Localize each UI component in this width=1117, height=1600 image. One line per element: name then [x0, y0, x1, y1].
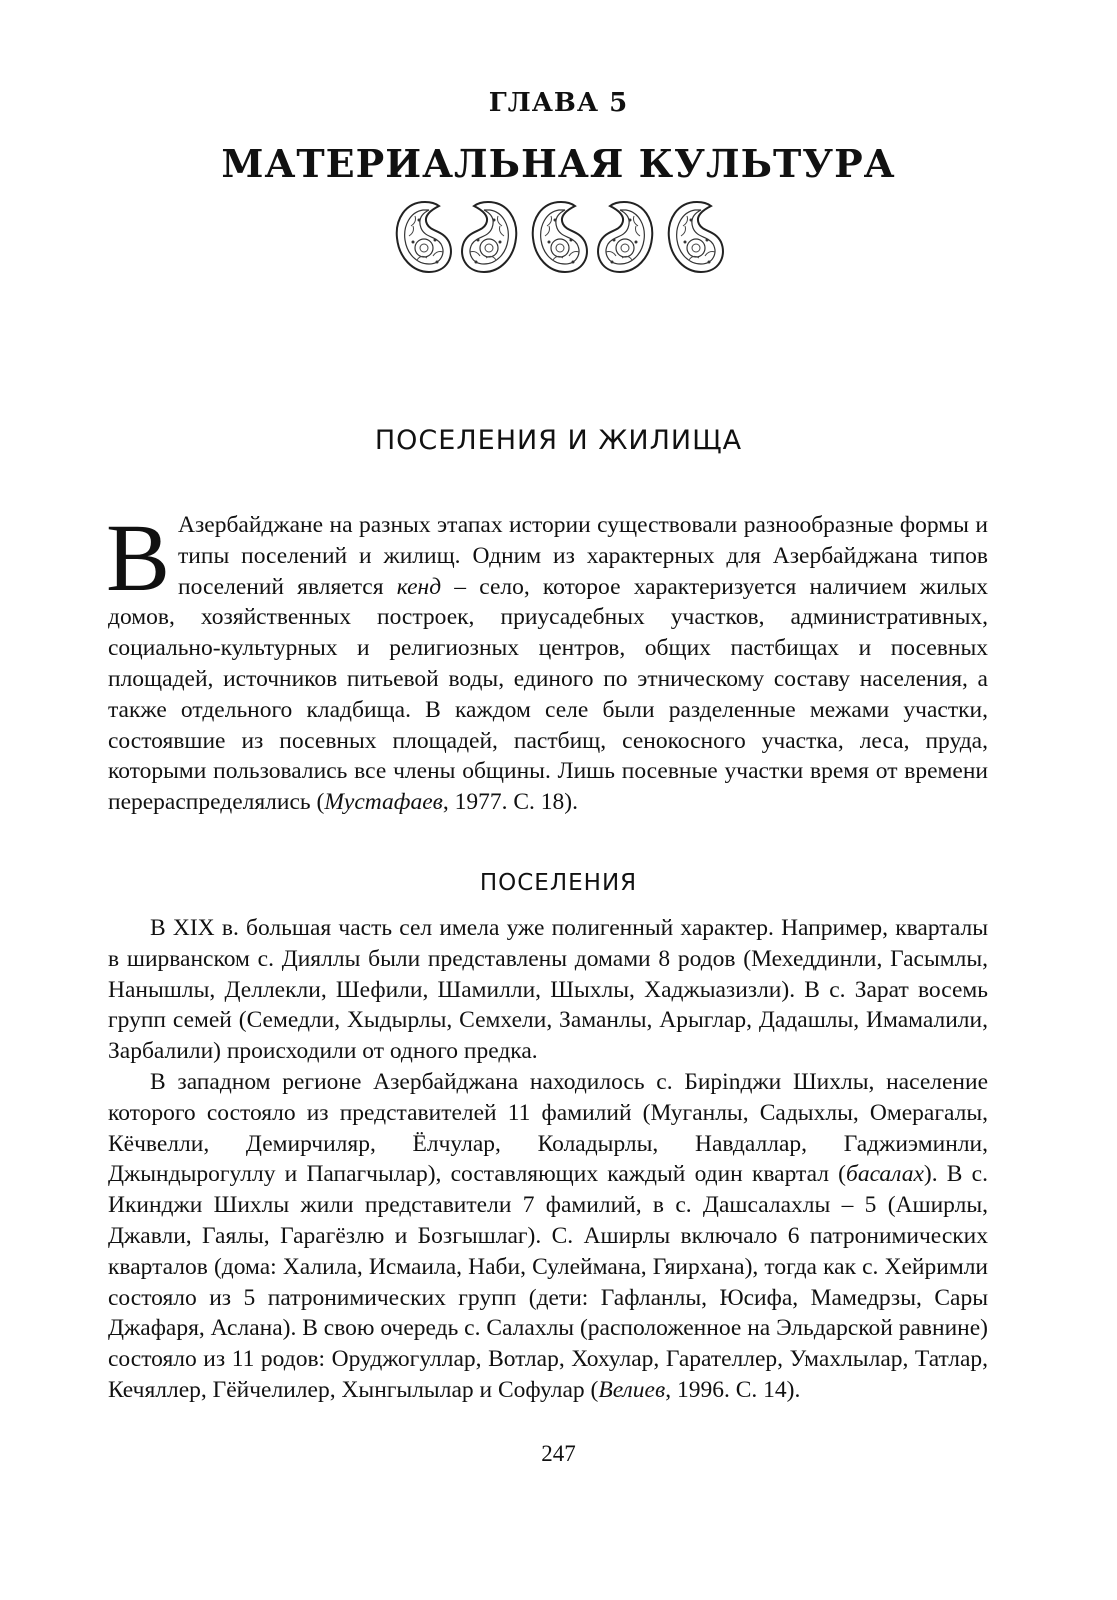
page-number: 247 — [541, 1441, 576, 1466]
paragraph-2-citation-rest: , 1996. С. 14). — [665, 1376, 801, 1403]
intro-citation-author: Мустафаев — [324, 789, 443, 816]
section-title: ПОСЕЛЕНИЯ И ЖИЛИЩА — [374, 425, 743, 456]
intro-text-1: Азербайджане на разных этапах истории существовали разнообразные формы и типы поселений и жилищ. Одним из характерных для Азербайджана типов поселений является — [178, 512, 988, 600]
chapter-title: МАТЕРИАЛЬНАЯ КУЛЬТУРА — [221, 141, 896, 186]
paragraph-2-text-1: В западном регионе Азербайджана находилось с. Бирinджи Шихлы, население которого состояло из представителей 11 фамилий (Муганлы, Садыхлы, Омерагалы, Кёчвелли, Демирчиляр, Ёлчулар, Коладырлы, Навдаллар, Гаджиэминли, Джындырогуллу и Папагчылар), составляющих каждый один квартал ( — [108, 1068, 988, 1188]
settlements-text — [108, 913, 988, 1406]
paragraph-2-term: басалах — [846, 1161, 924, 1188]
intro-citation-rest: , 1977. С. 18). — [442, 789, 578, 816]
drop-cap: В — [106, 504, 171, 611]
intro-text-2: – село, которое характеризуется наличием жилых домов, хозяйственных построек, приусадебных участков, административных, социально-культурных и религиозных центров, общих пастбищах и посевных площадей, источников питьевой воды, единого по этническому составу населения, а также отдельного кладбища. В каждом селе были разделенные межами участки, состоявшие из посевных площадей, пастбищ, сенокосного участка, леса, пруда, которыми пользовались все члены общины. Лишь посевные участки время от времени перераспределялись ( — [108, 573, 988, 816]
paisley-ornament-icon — [389, 196, 729, 276]
paragraph-1: В XIX в. большая часть сел имела уже полигенный характер. Например, кварталы в ширванском с. Дияллы были представлены домами 8 родов (Мехеддинли, Гасымлы, Нанышлы, Деллекли, Шефили, Шамилли, Шыхлы, Хаджыазизли). В с. Зарат восемь групп семей (Семедли, Хыдырлы, Семхели, Заманлы, Арыглар, Дадашлы, Имамалили, Зарбалили) происходили от одного предка. — [108, 915, 988, 1065]
subsection-title: ПОСЕЛЕНИЯ — [479, 870, 638, 896]
paragraph-2-text-2: ). В с. Икинджи Шихлы жили представители 7 фамилий, в с. Дашсалахлы – 5 (Аширлы, Джавли, Гаялы, Гарагёзлю и Бозгышлаг). С. Аширлы включало 6 патронимических кварталов (дома: Халила, Исмаила, Наби, Сулеймана, Гяирхана), тогда как с. Хейримли состояло из 5 патронимических групп (дети: Гафланлы, Юсифа, Мамедрзы, Сары Джафаря, Аслана). В свою очередь с. Салахлы (расположенное на Эльдарской равнине) состояло из 11 родов: Оруджогуллар, Вотлар, Хохулар, Гарателлер, Умахлылар, Татлар, Кечяллер, Гёйчелилер, Хынгылылар и Софулар ( — [108, 1161, 988, 1403]
chapter-label: ГЛАВА 5 — [488, 88, 629, 118]
intro-term: кенд — [396, 573, 442, 600]
paragraph-2 — [108, 1067, 988, 1406]
intro-paragraph — [106, 504, 988, 818]
paragraph-2-citation-author: Велиев — [598, 1376, 666, 1403]
